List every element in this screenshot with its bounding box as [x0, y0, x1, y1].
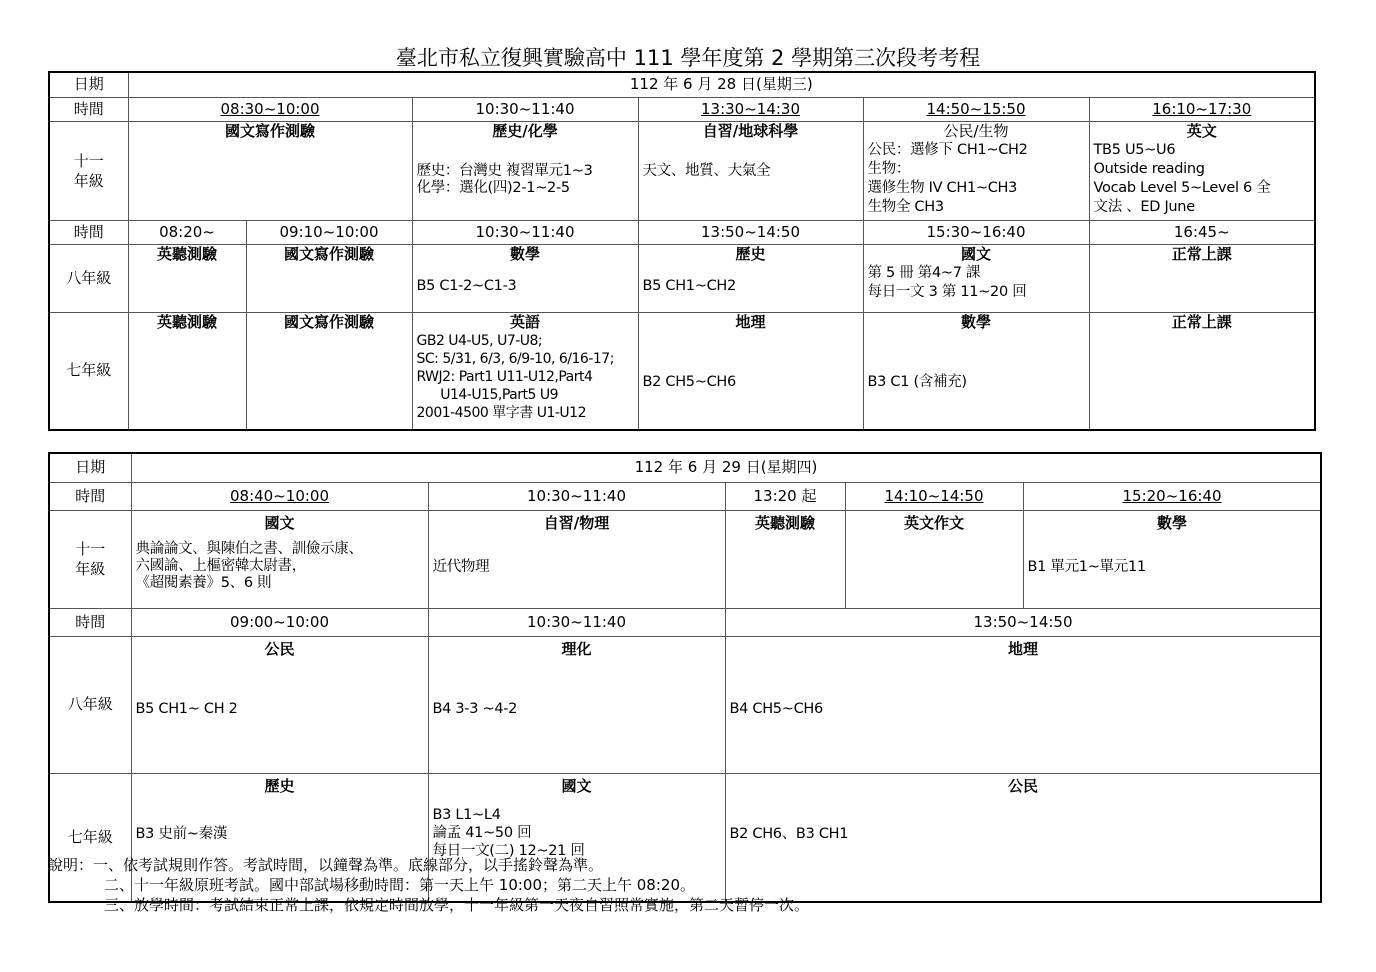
exam-cell [638, 244, 863, 312]
time-slot: 10:30~11:40 [412, 220, 638, 244]
exam-cell [1089, 312, 1315, 430]
exam-subject: 公民 [1008, 776, 1039, 795]
grade-label-7: 七年級 [49, 312, 128, 430]
exam-subject: 公民/生物 [943, 121, 1009, 140]
exam-cell [638, 312, 863, 430]
exam-content: B3 C1 (含補充) [867, 373, 967, 390]
exam-cell [1023, 510, 1321, 608]
exam-content: B3 史前~秦漢 [135, 825, 228, 842]
time-label: 時間 [49, 482, 131, 510]
exam-subject: 英聽測驗 [754, 513, 815, 532]
note-item: 說明：一、依考試規則作答。考試時間，以鐘聲為準。底線部分，以手搖鈴聲為準。 [48, 856, 604, 874]
exam-content: B5 C1-2~C1-3 [416, 277, 517, 294]
time-slot: 10:30~11:40 [428, 608, 725, 636]
page-title: 臺北市私立復興實驗高中 111 學年度第 2 學期第三次段考考程 [395, 46, 981, 70]
exam-content: B4 CH5~CH6 [729, 700, 823, 717]
time-slot: 08:30~10:00 [220, 99, 320, 118]
exam-content: 歷史：台灣史 複習單元1~3 化學：選化(四)2-1~2-5 [416, 162, 593, 196]
exam-cell [428, 510, 725, 608]
exam-content: B2 CH6、B3 CH1 [729, 825, 849, 842]
exam-subject: 數學 [960, 312, 991, 331]
exam-cell [863, 312, 1089, 430]
exam-content: 典論論文、與陳伯之書、訓儉示康、 六國論、上樞密韓太尉書， 《超閱素養》5、6 則 [135, 540, 363, 591]
exam-cell [412, 121, 638, 220]
grade-label-8: 八年級 [49, 636, 131, 773]
note-item: 二、十一年級原班考試。國中部試場移動時間：第一天上午 10:00；第二天上午 08:20。 [104, 876, 695, 894]
exam-subject: 英聽測驗 [156, 244, 217, 263]
grade-label-11: 十一 年級 [49, 121, 128, 220]
exam-cell [131, 636, 428, 773]
exam-subject: 英文作文 [903, 513, 964, 532]
grade-label-11: 十一 年級 [49, 510, 131, 608]
exam-subject: 英語 [509, 312, 540, 331]
exam-subject: 地理 [1008, 639, 1039, 658]
exam-subject: 英聽測驗 [156, 312, 217, 331]
time-label: 時間 [49, 608, 131, 636]
exam-subject: 自習/地球科學 [702, 121, 799, 140]
time-slot: 13:20 起 [753, 486, 817, 505]
time-slot: 16:45~ [1089, 220, 1315, 244]
exam-subject: 國文 [960, 244, 991, 263]
exam-cell [725, 636, 1321, 773]
exam-subject: 歷史 [264, 776, 295, 795]
time-slot: 13:50~14:50 [638, 220, 863, 244]
day2-date: 112 年 6 月 29 日(星期四) [131, 453, 1321, 482]
exam-subject: 理化 [561, 639, 592, 658]
note-item: 三、放學時間：考試結束正常上課，依規定時間放學，十一年級第一天夜自習照常實施，第二天暫停一次。 [104, 896, 810, 914]
exam-subject: 國文 [561, 776, 592, 795]
exam-content: B5 CH1~ CH 2 [135, 700, 238, 717]
time-slot: 14:50~15:50 [926, 99, 1026, 118]
day1-date: 112 年 6 月 28 日(星期三) [128, 72, 1315, 97]
exam-cell [246, 312, 412, 430]
time-slot: 15:30~16:40 [863, 220, 1089, 244]
exam-cell [412, 312, 638, 430]
exam-content: B2 CH5~CH6 [642, 373, 736, 390]
exam-subject: 歷史 [735, 244, 766, 263]
exam-cell [128, 121, 412, 220]
exam-content: 近代物理 [432, 558, 490, 575]
exam-subject: 自習/物理 [543, 513, 610, 532]
exam-subject: 國文寫作測驗 [224, 121, 315, 140]
exam-content: B1 單元1~單元11 [1027, 558, 1146, 575]
exam-subject: 國文寫作測驗 [283, 244, 374, 263]
exam-cell [1089, 244, 1315, 312]
time-slot: 10:30~11:40 [475, 99, 575, 118]
time-slot: 08:40~10:00 [229, 486, 330, 505]
time-label: 時間 [49, 97, 128, 121]
time-slot: 09:00~10:00 [131, 608, 428, 636]
exam-cell [246, 244, 412, 312]
time-slot: 13:30~14:30 [700, 99, 801, 118]
time-slot: 16:10~17:30 [1152, 99, 1252, 118]
day1-schedule-table [48, 71, 1316, 431]
day2-schedule-table [48, 452, 1322, 903]
exam-subject: 國文 [264, 513, 295, 532]
exam-cell [1089, 121, 1315, 220]
exam-cell [845, 510, 1023, 608]
exam-subject: 正常上課 [1171, 312, 1232, 331]
date-label: 日期 [49, 453, 131, 482]
exam-subject: 正常上課 [1171, 244, 1232, 263]
exam-content: GB2 U4-U5, U7-U8; SC: 5/31, 6/3, 6/9-10, 6/16-17; RWJ2: Part1 U11-U12,Part4 U14-U15,Part5 U9 2001-4500 單字書 U1-U12 [416, 332, 614, 421]
exam-cell [863, 244, 1089, 312]
exam-cell [428, 636, 725, 773]
exam-cell [128, 312, 246, 430]
exam-content: 第 5 冊 第4~7 課 每日一文 3 第 11~20 回 [867, 264, 1027, 300]
exam-subject: 歷史/化學 [492, 121, 558, 140]
time-slot: 15:20~16:40 [1122, 486, 1222, 505]
exam-content: B5 CH1~CH2 [642, 277, 736, 294]
exam-content: B3 L1~L4 論孟 41~50 回 每日一文(二) 12~21 回 [432, 806, 585, 859]
notes [48, 855, 809, 915]
time-label: 時間 [49, 220, 128, 244]
time-slot: 08:20~ [128, 220, 246, 244]
exam-subject: 數學 [509, 244, 540, 263]
exam-content: 天文、地質、大氣全 [642, 162, 771, 179]
exam-subject: 國文寫作測驗 [283, 312, 374, 331]
exam-cell [863, 121, 1089, 220]
exam-content: B4 3-3 ~4-2 [432, 700, 518, 717]
time-slot: 13:50~14:50 [725, 608, 1321, 636]
exam-content: TB5 U5~U6 Outside reading Vocab Level 5~Level 6 全 文法 、ED June [1093, 141, 1271, 215]
exam-subject: 英文 [1186, 121, 1217, 140]
exam-cell [128, 244, 246, 312]
exam-cell [412, 244, 638, 312]
time-slot: 10:30~11:40 [526, 486, 627, 505]
time-slot: 14:10~14:50 [884, 486, 984, 505]
exam-subject: 公民 [264, 639, 295, 658]
exam-cell [725, 773, 1321, 902]
exam-subject: 數學 [1157, 513, 1188, 532]
exam-content: 公民：選修下 CH1~CH2 生物： 選修生物 IV CH1~CH3 生物全 CH3 [867, 141, 1028, 215]
exam-cell [638, 121, 863, 220]
exam-subject: 地理 [735, 312, 766, 331]
exam-cell [725, 510, 845, 608]
time-slot: 09:10~10:00 [246, 220, 412, 244]
grade-label-7: 七年級 [49, 773, 131, 902]
exam-cell [131, 510, 428, 608]
date-label: 日期 [49, 72, 128, 97]
grade-label-8: 八年級 [49, 244, 128, 312]
